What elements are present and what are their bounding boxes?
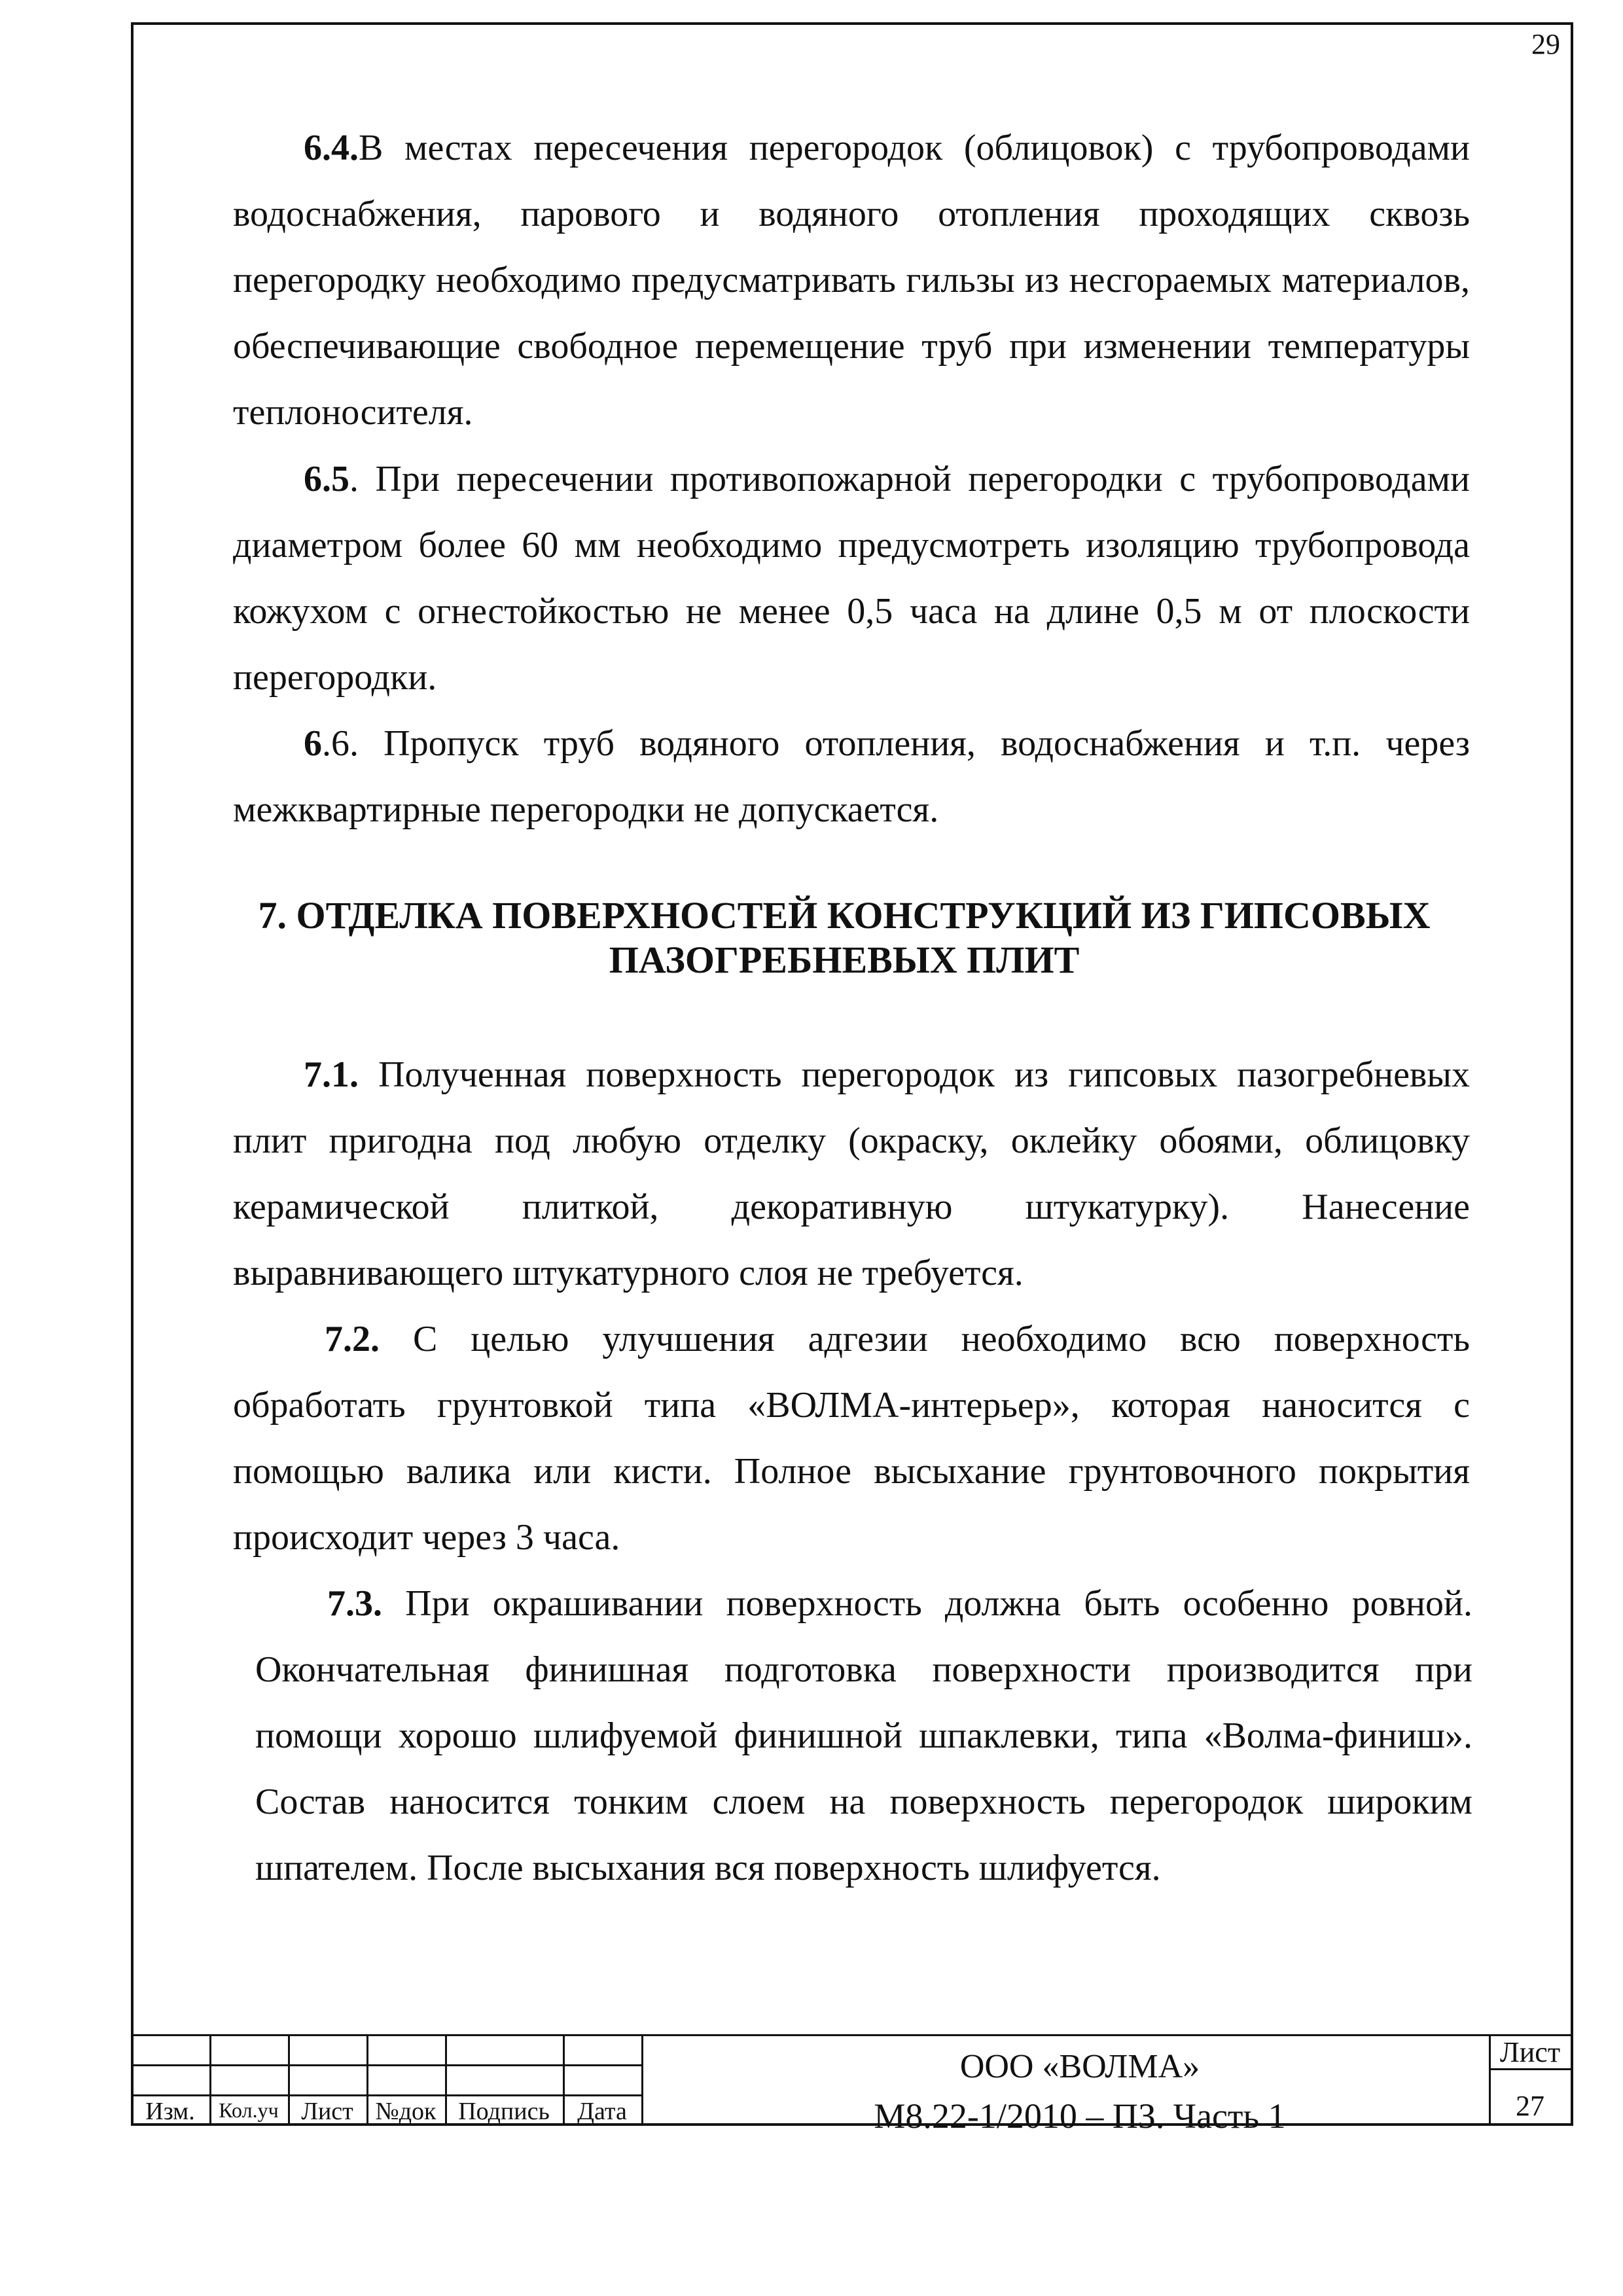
document-code: М8.22-1/2010 – ПЗ. Часть 1	[874, 2096, 1286, 2136]
tb-col-line	[641, 2034, 643, 2126]
paragraph-text: Полученная поверхность перегородок из гипсовых пазогребневых плит пригодна под любую отделку (окраску, оклейку обоями, облицовку керамической плиткой, декоративную штукатурку). Нанесение выравнивающего штукатурного слоя не требуется.	[233, 1054, 1470, 1293]
tb-col-ndok: №док	[375, 2098, 437, 2125]
heading-line-1: 7. ОТДЕЛКА ПОВЕРХНОСТЕЙ КОНСТРУКЦИЙ ИЗ ГИПСОВЫХ	[258, 894, 1431, 937]
tb-col-kol-uch: Кол.уч	[219, 2098, 279, 2122]
tb-col-data: Дата	[577, 2098, 627, 2125]
paragraph-6-4	[233, 115, 1470, 446]
paragraph-number: 6.5	[304, 459, 349, 499]
section-heading	[196, 893, 1492, 982]
tb-col-izm: Изм.	[145, 2098, 195, 2125]
paragraph-number: 7.1.	[304, 1054, 359, 1095]
page-number: 29	[1531, 28, 1560, 60]
paragraph-text: .6. Пропуск труб водяного отопления, водоснабжения и т.п. через межквартирные перегородки не допускается.	[233, 723, 1470, 830]
paragraph-6-6	[233, 711, 1470, 843]
paragraph-number: 7.2.	[325, 1319, 380, 1359]
paragraph-text: . При пересечении противопожарной перегородки с трубопроводами диаметром более 60 мм необходимо предусмотреть изоляцию трубопровода кожухом с огнестойкостью не менее 0,5 часа на длине 0,5 м от плоскости перегородки.	[233, 459, 1470, 698]
paragraph-text: С целью улучшения адгезии необходимо всю поверхность обработать грунтовкой типа «ВОЛМА-интерьер», которая наносится с помощью валика или кисти. Полное высыхание грунтовочного покрытия происходит через 3 часа.	[233, 1319, 1470, 1558]
tb-col-podpis: Подпись	[458, 2098, 550, 2125]
heading-line-2: ПАЗОГРЕБНЕВЫХ ПЛИТ	[609, 939, 1080, 981]
paragraph-number: 6	[304, 723, 322, 764]
paragraph-7-2	[233, 1306, 1470, 1571]
tb-top-border	[131, 2034, 1573, 2036]
tb-row-line-2	[131, 2094, 641, 2096]
tb-row-line-1	[131, 2064, 641, 2066]
organization-name: ООО «ВОЛМА»	[959, 2048, 1200, 2085]
sheet-label: Лист	[1499, 2036, 1561, 2068]
paragraph-6-5	[233, 446, 1470, 711]
paragraph-number: 6.4.	[304, 128, 359, 168]
paragraph-text: В местах пересечения перегородок (облицовок) с трубопроводами водоснабжения, парового и водяного отопления проходящих сквозь перегородку необходимо предусматривать гильзы из несгораемых материалов, обеспечивающие свободное перемещение труб при изменении температуры теплоносителя.	[233, 128, 1470, 433]
paragraph-7-3	[255, 1571, 1472, 1901]
sheet-number: 27	[1516, 2090, 1544, 2122]
paragraph-7-1	[233, 1042, 1470, 1306]
paragraph-number: 7.3.	[327, 1583, 382, 1624]
tb-col-list: Лист	[301, 2098, 353, 2125]
paragraph-text: При окрашивании поверхность должна быть особенно ровной. Окончательная финишная подготовка поверхности производится при помощи хорошо шлифуемой финишной шпаклевки, типа «Волма-финиш». Состав наносится тонким слоем на поверхность перегородок широким шпателем. После высыхания вся поверхность шлифуется.	[255, 1583, 1472, 1888]
